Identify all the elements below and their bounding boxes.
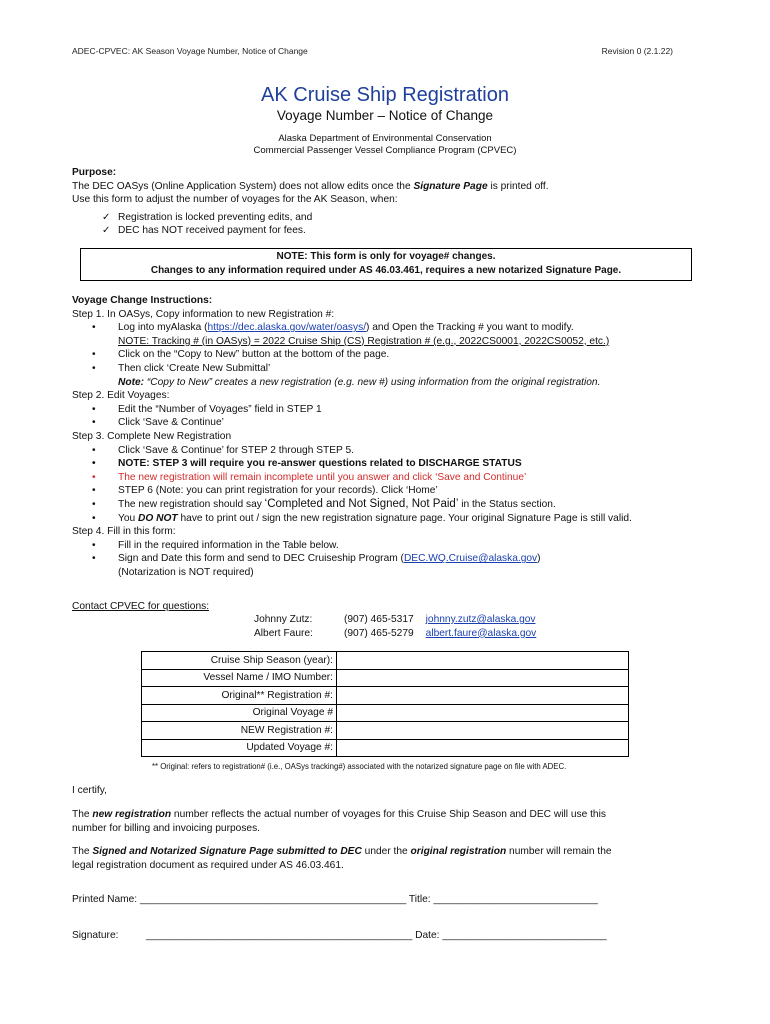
contact-phone: (907) 465-5279 — [344, 627, 414, 639]
list-item: • NOTE: STEP 3 will require you re-answer questions related to DISCHARGE STATUS — [72, 457, 702, 471]
form-label: Original** Registration #: — [142, 687, 337, 705]
form-row — [142, 739, 629, 757]
purpose-text: The DEC OASys (Online Application System) does not allow edits once the — [72, 180, 414, 192]
para-text: under the — [361, 846, 411, 857]
cruise-email-link[interactable]: DEC.WQ.Cruise@alaska.gov — [403, 553, 538, 565]
original-voyage-field[interactable] — [337, 704, 629, 722]
contact-email-link[interactable]: johnny.zutz@alaska.gov — [425, 614, 536, 625]
season-year-field[interactable] — [337, 652, 629, 670]
list-item: • The new registration will remain incomplete until you answer and click ‘Save and Continue’ — [72, 471, 702, 485]
list-text: Sign and Date this form and send to DEC Cruiseship Program ( — [118, 553, 404, 565]
list-item — [72, 512, 702, 526]
form-row — [142, 687, 629, 705]
note-label: Note: — [118, 376, 145, 388]
form-label: Cruise Ship Season (year): — [142, 652, 337, 670]
step-2: Step 2. Edit Voyages: — [72, 390, 170, 402]
list-item: • Click on the “Copy to New” button at the bottom of the page. — [72, 348, 702, 362]
list-item: • STEP 6 (Note: you can print registration for your records). Click ‘Home’ — [72, 484, 702, 498]
list-text: The new registration should say — [118, 498, 265, 510]
signature-label: Signature: — [72, 930, 119, 941]
check-item-label: Registration is locked preventing edits, and — [118, 211, 313, 223]
para-text: The — [72, 809, 93, 820]
check-item — [72, 211, 702, 225]
certify-intro: I certify, — [72, 785, 107, 796]
purpose-line-1 — [72, 180, 702, 194]
vessel-name-field[interactable] — [337, 669, 629, 687]
list-text: in the Status section. — [458, 498, 556, 510]
list-text: Log into myAlaska ( — [118, 322, 208, 334]
list-item — [72, 321, 702, 335]
list-item: • Then click ‘Create New Submittal’ — [72, 362, 702, 376]
tracking-note: NOTE: Tracking # (in OASys) = 2022 Cruise Ship (CS) Registration # (e.g., 2022CS0001, 2022CS0052, etc.) — [118, 335, 610, 347]
oasys-link[interactable]: https://dec.alaska.gov/water/oasys/ — [207, 322, 367, 334]
certify-paragraph-2-cont: legal registration document as required under AS 46.03.461. — [72, 860, 344, 871]
emphasis-text: original registration — [410, 846, 507, 857]
contact-name: Albert Faure: — [254, 627, 313, 639]
checkmark-icon: ✓ — [102, 211, 111, 223]
contact-heading-text: Contact CPVEC for questions: — [72, 601, 210, 612]
list-item — [72, 498, 702, 512]
form-label: NEW Registration #: — [142, 722, 337, 740]
registration-form-table — [141, 651, 629, 757]
page-subtitle: Voyage Number – Notice of Change — [276, 108, 494, 123]
document-revision: Revision 0 (2.1.22) — [601, 46, 673, 56]
document-header-title: ADEC-CPVEC: AK Season Voyage Number, Notice of Change — [72, 46, 308, 56]
list-text: have to print out / sign the new registration signature page. Your original Signature Page is still valid. — [177, 512, 632, 524]
contact-row — [254, 627, 548, 641]
list-item: • Fill in the required information in the Table below. — [72, 539, 702, 553]
printed-name-label: Printed Name: — [72, 894, 138, 905]
original-registration-field[interactable] — [337, 687, 629, 705]
checkmark-icon: ✓ — [102, 225, 111, 237]
agency-name: Alaska Department of Environmental Conservation — [278, 133, 492, 144]
contact-table — [254, 613, 548, 640]
date-field[interactable]: _____________________________ — [442, 930, 607, 941]
instructions-heading: Voyage Change Instructions: — [72, 295, 213, 306]
printed-name-row — [72, 894, 712, 905]
form-row — [142, 722, 629, 740]
agency-block — [0, 133, 770, 157]
title-field[interactable]: _____________________________ — [433, 894, 598, 905]
emphasis-text: DO NOT — [138, 512, 178, 524]
purpose-heading: Purpose: — [72, 167, 117, 178]
updated-voyage-field[interactable] — [337, 739, 629, 757]
signature-page-term: Signature Page — [413, 180, 488, 192]
check-item-label: DEC has NOT received payment for fees. — [118, 225, 306, 237]
step-3: Step 3. Complete New Registration — [72, 430, 232, 442]
list-item: • Click ‘Save & Continue’ — [72, 416, 702, 430]
list-item — [72, 552, 702, 566]
contact-email-link[interactable]: albert.faure@alaska.gov — [425, 627, 537, 639]
new-registration-field[interactable] — [337, 722, 629, 740]
step-1: Step 1. In OASys, Copy information to new Registration #: — [72, 308, 335, 320]
step-4: Step 4. Fill in this form: — [72, 526, 176, 538]
form-row — [142, 669, 629, 687]
purpose-line-2: Use this form to adjust the number of voyages for the AK Season, when: — [72, 194, 398, 206]
para-text: number will remain the — [506, 846, 612, 857]
title-label: Title: — [408, 894, 431, 905]
list-item: • Edit the “Number of Voyages” field in STEP 1 — [72, 403, 702, 417]
para-text: The — [72, 846, 93, 857]
certify-paragraph-2 — [72, 845, 702, 859]
list-text: ) and Open the Tracking # you want to modify. — [366, 322, 574, 334]
note-text: “Copy to New” creates a new registration (e.g. new #) using information from the original registration. — [144, 376, 601, 388]
contact-phone: (907) 465-5317 — [344, 614, 414, 625]
certify-paragraph-1 — [72, 808, 702, 822]
signature-row — [72, 930, 712, 941]
status-text: ‘Completed and Not Signed, Not Paid’ — [264, 497, 459, 510]
instructions-section — [72, 294, 702, 579]
list-text: ) — [537, 553, 541, 565]
emphasis-text: new registration — [92, 809, 172, 820]
printed-name-field[interactable]: _______________________________________________ — [139, 894, 407, 905]
contact-name: Johnny Zutz: — [254, 614, 313, 625]
notarization-note: (Notarization is NOT required) — [118, 566, 254, 578]
table-footnote: ** Original: refers to registration# (i.e., OASys tracking#) associated with the notarized signature page on file with ADEC. — [152, 762, 567, 771]
form-row — [142, 652, 629, 670]
form-row — [142, 704, 629, 722]
page-title: AK Cruise Ship Registration — [261, 84, 509, 106]
program-name: Commercial Passenger Vessel Compliance Program (CPVEC) — [253, 145, 517, 156]
emphasis-text: Signed and Notarized Signature Page submitted to DEC — [92, 846, 362, 857]
purpose-text-end: is printed off. — [487, 180, 549, 192]
list-text: You — [118, 512, 139, 524]
date-label: Date: — [415, 930, 440, 941]
contact-row — [254, 613, 548, 627]
form-label: Updated Voyage #: — [142, 739, 337, 757]
note-line-2: Changes to any information required under AS 46.03.461, requires a new notarized Signature Page. — [150, 264, 622, 276]
note-box — [80, 248, 692, 281]
form-label: Original Voyage # — [142, 704, 337, 722]
signature-field[interactable]: _______________________________________________ — [146, 930, 413, 941]
certify-section — [72, 784, 702, 873]
purpose-section — [72, 166, 702, 238]
contact-heading — [72, 600, 209, 614]
copy-note — [72, 376, 702, 390]
certify-paragraph-1-cont: number for billing and invoicing purposes. — [72, 823, 261, 834]
para-text: number reflects the actual number of voyages for this Cruise Ship Season and DEC will use this — [171, 809, 606, 820]
note-line-1: NOTE: This form is only for voyage# changes. — [276, 251, 496, 262]
list-item: • Click ‘Save & Continue’ for STEP 2 through STEP 5. — [72, 444, 702, 458]
form-label: Vessel Name / IMO Number: — [142, 669, 337, 687]
check-item — [72, 224, 702, 238]
